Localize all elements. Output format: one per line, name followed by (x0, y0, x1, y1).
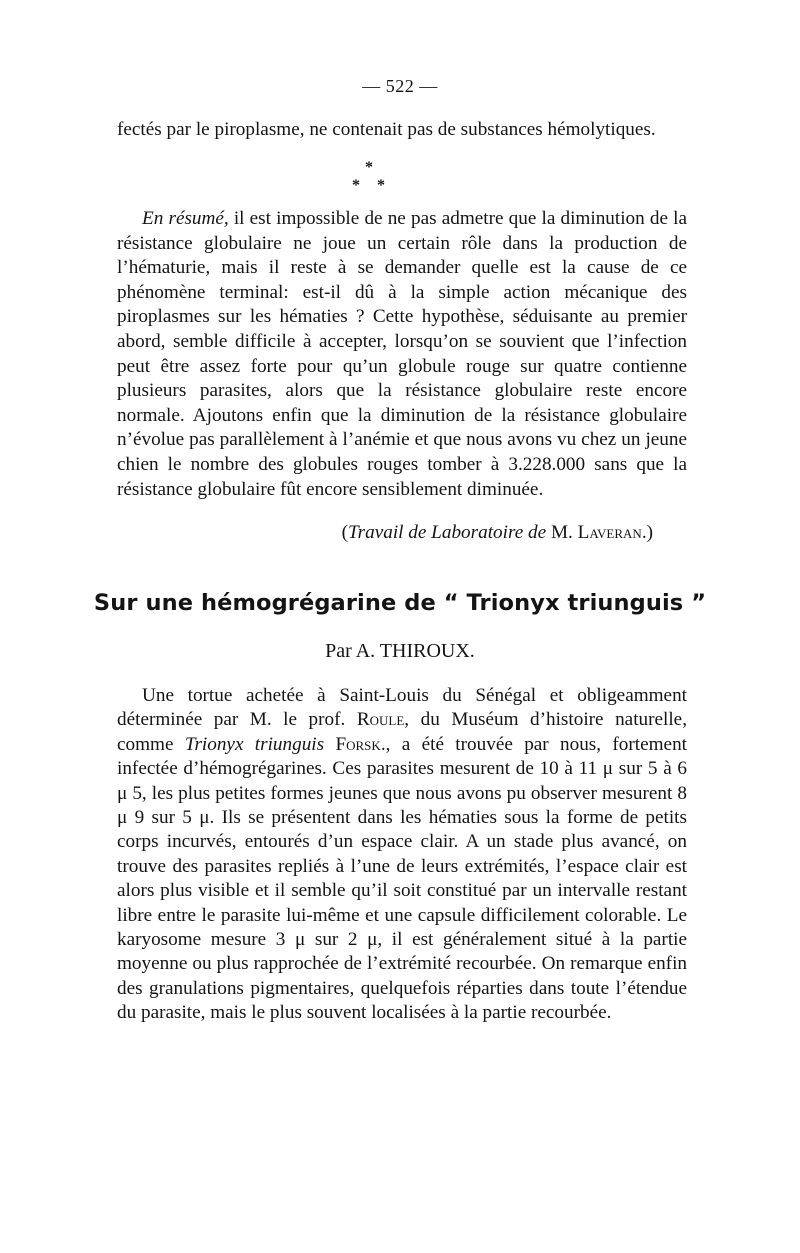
body-part-2: , du Muséum d’histoire naturelle, comme (117, 709, 687, 755)
article-body (117, 684, 687, 1026)
body-part-1: Une tortue achetée à Saint-Louis du Sénégal et obligeamment déterminée par M. le prof. (117, 685, 687, 731)
body-species: Trionyx triunguis (184, 733, 325, 755)
body-part-3 (324, 734, 335, 755)
attribution-work: Travail de Laboratoire de (348, 522, 547, 543)
body-name-forsk: Forsk (335, 733, 381, 755)
attribution-name: M. Laveran (546, 522, 642, 543)
attribution-close: .) (641, 522, 653, 543)
summary-paragraph (117, 207, 687, 502)
asterisk-right: * (377, 177, 385, 194)
summary-text (117, 207, 687, 502)
attribution (342, 521, 653, 545)
summary-lead: En résumé, (142, 208, 229, 229)
article-body-text (117, 684, 687, 1026)
continued-paragraph (117, 118, 687, 143)
body-name-roule: Roule (356, 709, 405, 731)
asterism-separator (340, 160, 420, 196)
page-number: — 522 — (362, 76, 438, 96)
continued-paragraph-text: fectés par le piroplasme, ne contenait pas de substances hémolytiques. (117, 119, 656, 140)
article-title: Sur une hémogrégarine de “ Trionyx triunguis ” (93, 590, 707, 616)
asterisk-top: * (365, 159, 373, 176)
article-byline: Par A. THIROUX. (325, 640, 475, 662)
attribution-open: ( (341, 522, 349, 543)
body-part-4: ., a été trouvée par nous, fortement infectée d’hémogrégarines. Ces parasites mesurent de 10 à 11 μ sur 5 à 6 μ 5, les plus petites formes jeunes que nous avons pu observer mesurent 8 μ 9 sur 5 μ. Ils se présentent dans les hématies sous la forme de petits corps incurvés, entourés d’un espace clair. A un stade plus avancé, on trouve des parasites repliés à l’une de leurs extrémités, l’espace clair est alors plus visible et il semble qu’il soit constitué par un intervalle restant libre entre le parasite lui-même et une capsule difficilement colorable. Le karyosome mesure 3 μ sur 2 μ, il est généralement situé à la partie moyenne ou plus rapprochée de l’extrémité recourbée. On remarque enfin des granulations pigmentaires, quelquefois réparties dans toute l’étendue du parasite, mais le plus souvent localisées à la partie recourbée. (117, 733, 688, 1024)
summary-body: il est impossible de ne pas admetre que la diminution de la résistance globulaire ne joue un certain rôle dans la production de l’hématurie, mais il reste à se demander quelle est la cause de ce phénomène terminal: est-il dû à la simple action mécanique des piroplasmes sur les hématies ? Cette hypothèse, séduisante au premier abord, semble difficile à accepter, lorsqu’on se souvient que l’infection peut être assez forte pour qu’un globule rouge sur quatre contienne plusieurs parasites, alors que la résistance globulaire reste encore normale. Ajoutons enfin que la diminution de la résistance globulaire n’évolue pas parallèlement à l’anémie et que nous avons vu chez un jeune chien le nombre des globules rouges tomber à 3.228.000 sans que la résistance globulaire fût encore sensiblement diminuée. (117, 208, 687, 500)
asterisk-left: * (352, 177, 360, 194)
